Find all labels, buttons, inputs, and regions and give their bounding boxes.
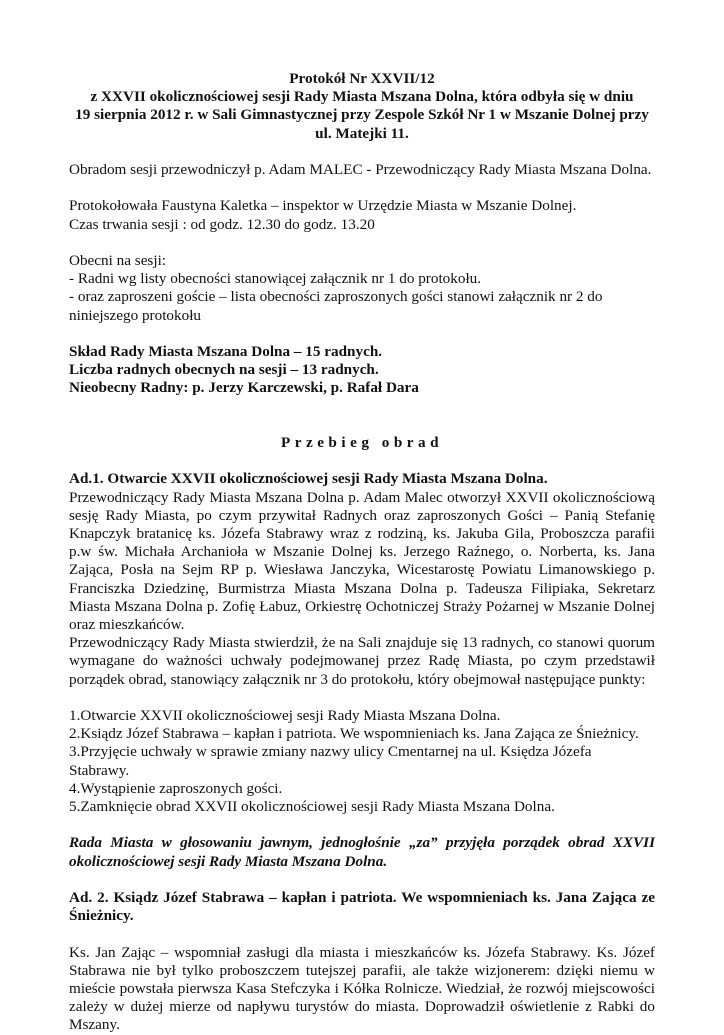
attendance-heading: Obecni na sesji: [69,251,167,269]
session-address: ul. Matejki 11. [315,124,409,142]
session-description: z XXVII okolicznościowej sesji Rady Miasta Mszana Dolna, która odbyła się w dniu [90,88,634,106]
agenda-item-3-cont: Stabrawy. [69,761,130,779]
agenda-item-4: 4.Wystąpienie zaproszonych gości. [69,779,283,797]
council-present: Liczba radnych obecnych na sesji – 13 radnych. [69,361,379,379]
proceedings-title: Przebieg obrad [280,433,444,451]
ad1-title: Ad.1. Otwarcie XXVII okolicznościowej sesji Rady Miasta Mszana Dolna. [69,470,548,488]
duration-line: Czas trwania sesji : od godz. 12.30 do godz. 13.20 [69,215,375,233]
document-page [69,70,655,1035]
agenda-resolution: Rada Miasta w głosowaniu jawnym, jednogłośnie „za” przyjęła porządek obrad XXVII okolicznościowej sesji Rady Miasta Mszana Dolna. [69,834,655,870]
ad2-paragraph: Ks. Jan Zając – wspomniał zasługi dla miasta i mieszkańców ks. Józefa Stabrawy. Ks. Józef Stabrawa nie był tylko proboszczem tutejszej parafii, ale także wizjonerem: dzięki niemu w mieście powstała pierwsza Kasa Stefczyka i Kółka Rolnicze. Wiedział, że rozwój miejscowości zależy w dużej mierze od napływu turystów do miasta. Doprowadził oświetlenie z Rabki do Mszany. [69,943,655,1034]
agenda-list [69,707,655,816]
attendance-section [69,252,655,325]
protocol-header [69,70,655,143]
agenda-item-1: 1.Otwarcie XXVII okolicznościowej sesji Rady Miasta Mszana Dolna. [69,706,501,724]
agenda-item-5: 5.Zamknięcie obrad XXVII okolicznościowej sesji Rady Miasta Mszana Dolna. [69,798,555,815]
protocol-number: Protokół Nr XXVII/12 [289,70,435,87]
attendance-item-councillors: - Radni wg listy obecności stanowiącej załącznik nr 1 do protokołu. [69,270,482,288]
recorder-line: Protokołowała Faustyna Kaletka – inspektor w Urzędzie Miasta w Mszanie Dolnej. [69,197,577,215]
agenda-item-2: 2.Ksiądz Józef Stabrawa – kapłan i patriota. We wspomnieniach ks. Jana Zająca ze Śnieżnicy. [69,725,639,743]
attendance-item-guests: - oraz zaproszeni goście – lista obecności zaproszonych gości stanowi załącznik nr 2 do niniejszego protokołu [69,288,603,324]
council-size: Skład Rady Miasta Mszana Dolna – 15 radnych. [69,342,383,360]
council-composition [69,343,655,398]
ad1-quorum-paragraph: Przewodniczący Rady Miasta stwierdził, że na Sali znajduje się 13 radnych, co stanowi quorum wymagane do ważności uchwały podejmowanej przez Radę Miasta, po czym przedstawił porządek obrad, stanowiący załącznik nr 3 do protokołu, który obejmował następujące punkty: [69,634,655,688]
ad1-section [69,470,655,688]
minutes-info [69,197,655,233]
session-date-location: 19 sierpnia 2012 r. w Sali Gimnastycznej przy Zespole Szkół Nr 1 w Mszanie Dolnej przy [75,106,649,124]
ad2-title: Ad. 2. Ksiądz Józef Stabrawa – kapłan i patriota. We wspomnieniach ks. Jana Zająca ze Śnieżnicy. [69,888,655,925]
chair-statement: Obradom sesji przewodniczył p. Adam MALEC - Przewodniczący Rady Miasta Mszana Dolna. [69,161,652,178]
ad1-opening-paragraph: Przewodniczący Rady Miasta Mszana Dolna p. Adam Malec otworzył XXVII okolicznościową sesję Rady Miasta, po czym przywitał Radnych oraz zaproszonych Gości – Panią Stefanię Knapczyk bratanicę ks. Józefa Stabrawy wraz z rodziną, ks. Jakuba Gila, Proboszcza parafii p.w św. Michała Archanioła w Mszanie Dolnej ks. Jerzego Raźnego, o. Norberta, ks. Jana Zająca, Posła na Sejm RP p. Wiesława Janczyka, Wicestarostę Powiatu Limanowskiego p. Franciszka Dziedzinę, Burmistrza Miasta Mszana Dolna p. Tadeusza Filipiaka, Sekretarz Miasta Mszana Dolna p. Zofię Łabuz, Orkiestrę Ochotniczej Straży Pożarnej w Mszanie Dolnej oraz mieszkańców. [69,488,655,633]
agenda-item-3: 3.Przyjęcie uchwały w sprawie zmiany nazwy ulicy Cmentarnej na ul. Księdza Józefa [69,743,592,761]
council-absent: Nieobecny Radny: p. Jerzy Karczewski, p. Rafał Dara [69,379,419,397]
